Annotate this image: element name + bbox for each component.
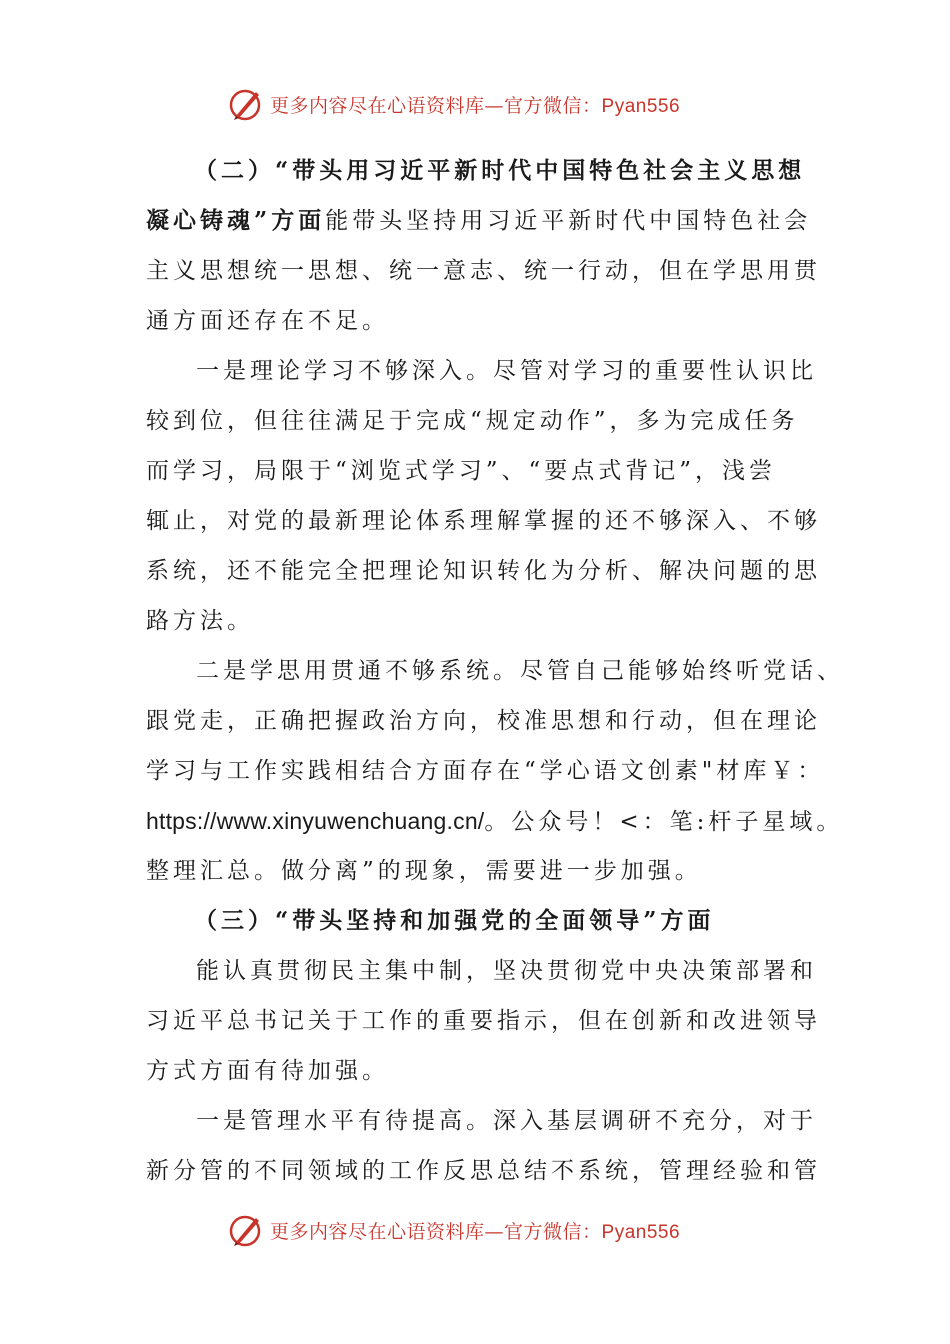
point2-line: 跟党走，正确把握政治方向，校准思想和行动，但在理论 [146, 708, 821, 734]
point1-line: 而学习，局限于“浏览式学习”、“要点式背记”，浅尝 [146, 458, 777, 484]
section2-body: 能带头坚持用习近平新时代中国特色社会 [325, 208, 812, 234]
point1-line: 一是理论学习不够深入。尽管对学习的重要性认识比 [196, 358, 817, 384]
point1-line: 辄止，对党的最新理论体系理解掌握的还不够深入、不够 [146, 508, 821, 534]
wechat-handle: Pyan556 [601, 95, 681, 117]
section3-heading: （三）“带头坚持和加强党的全面领导”方面 [194, 907, 715, 934]
point2-line: 整理汇总。做分离”的现象，需要进一步加强。 [146, 858, 702, 884]
point1-line: 路方法。 [146, 608, 254, 634]
point2-url-line [146, 796, 844, 846]
banner-text: 更多内容尽在心语资料库—官方微信：Pyan556 [270, 94, 681, 117]
section2-line3: 通方面还存在不足。 [146, 308, 389, 334]
section3-line: 能认真贯彻民主集中制，坚决贯彻党中央决策部署和 [196, 958, 817, 984]
point3-line: 一是管理水平有待提高。深入基层调研不充分，对于 [196, 1108, 817, 1134]
point2-line: 二是学思用贯通不够系统。尽管自己能够始终听党话、 [196, 658, 844, 684]
section2-line1 [146, 196, 826, 246]
section2-line2: 主义思想统一思想、统一意志、统一行动，但在学思用贯 [146, 258, 821, 284]
footer-banner [228, 1212, 680, 1248]
wechat-handle: Pyan556 [601, 1221, 681, 1243]
point3-line: 新分管的不同领域的工作反思总结不系统，管理经验和管 [146, 1158, 821, 1184]
document-body [146, 146, 844, 1196]
point1-line: 系统，还不能完全把理论知识转化为分析、解决问题的思 [146, 558, 821, 584]
pen-logo-icon [228, 86, 264, 122]
pen-logo-icon [228, 1212, 264, 1248]
point2-line: 学习与工作实践相结合方面存在“学心语文创素"材库￥： [146, 758, 825, 784]
header-banner [228, 86, 680, 122]
section3-line: 方式方面有待加强。 [146, 1058, 389, 1084]
banner-text: 更多内容尽在心语资料库—官方微信：Pyan556 [270, 1220, 681, 1243]
section3-line: 习近平总书记关于工作的重要指示，但在创新和改进领导 [146, 1008, 821, 1034]
section2-heading: （二）“带头用习近平新时代中国特色社会主义思想 [194, 157, 806, 184]
url-tail: 。公众号！<：笔:杆子星域。 [484, 809, 844, 835]
point1-line: 较到位，但往往满足于完成“规定动作”，多为完成任务 [146, 408, 799, 434]
url-link[interactable]: https://www.xinyuwenchuang.cn/ [146, 808, 485, 834]
section2-heading-cont: 凝心铸魂”方面 [146, 207, 326, 234]
